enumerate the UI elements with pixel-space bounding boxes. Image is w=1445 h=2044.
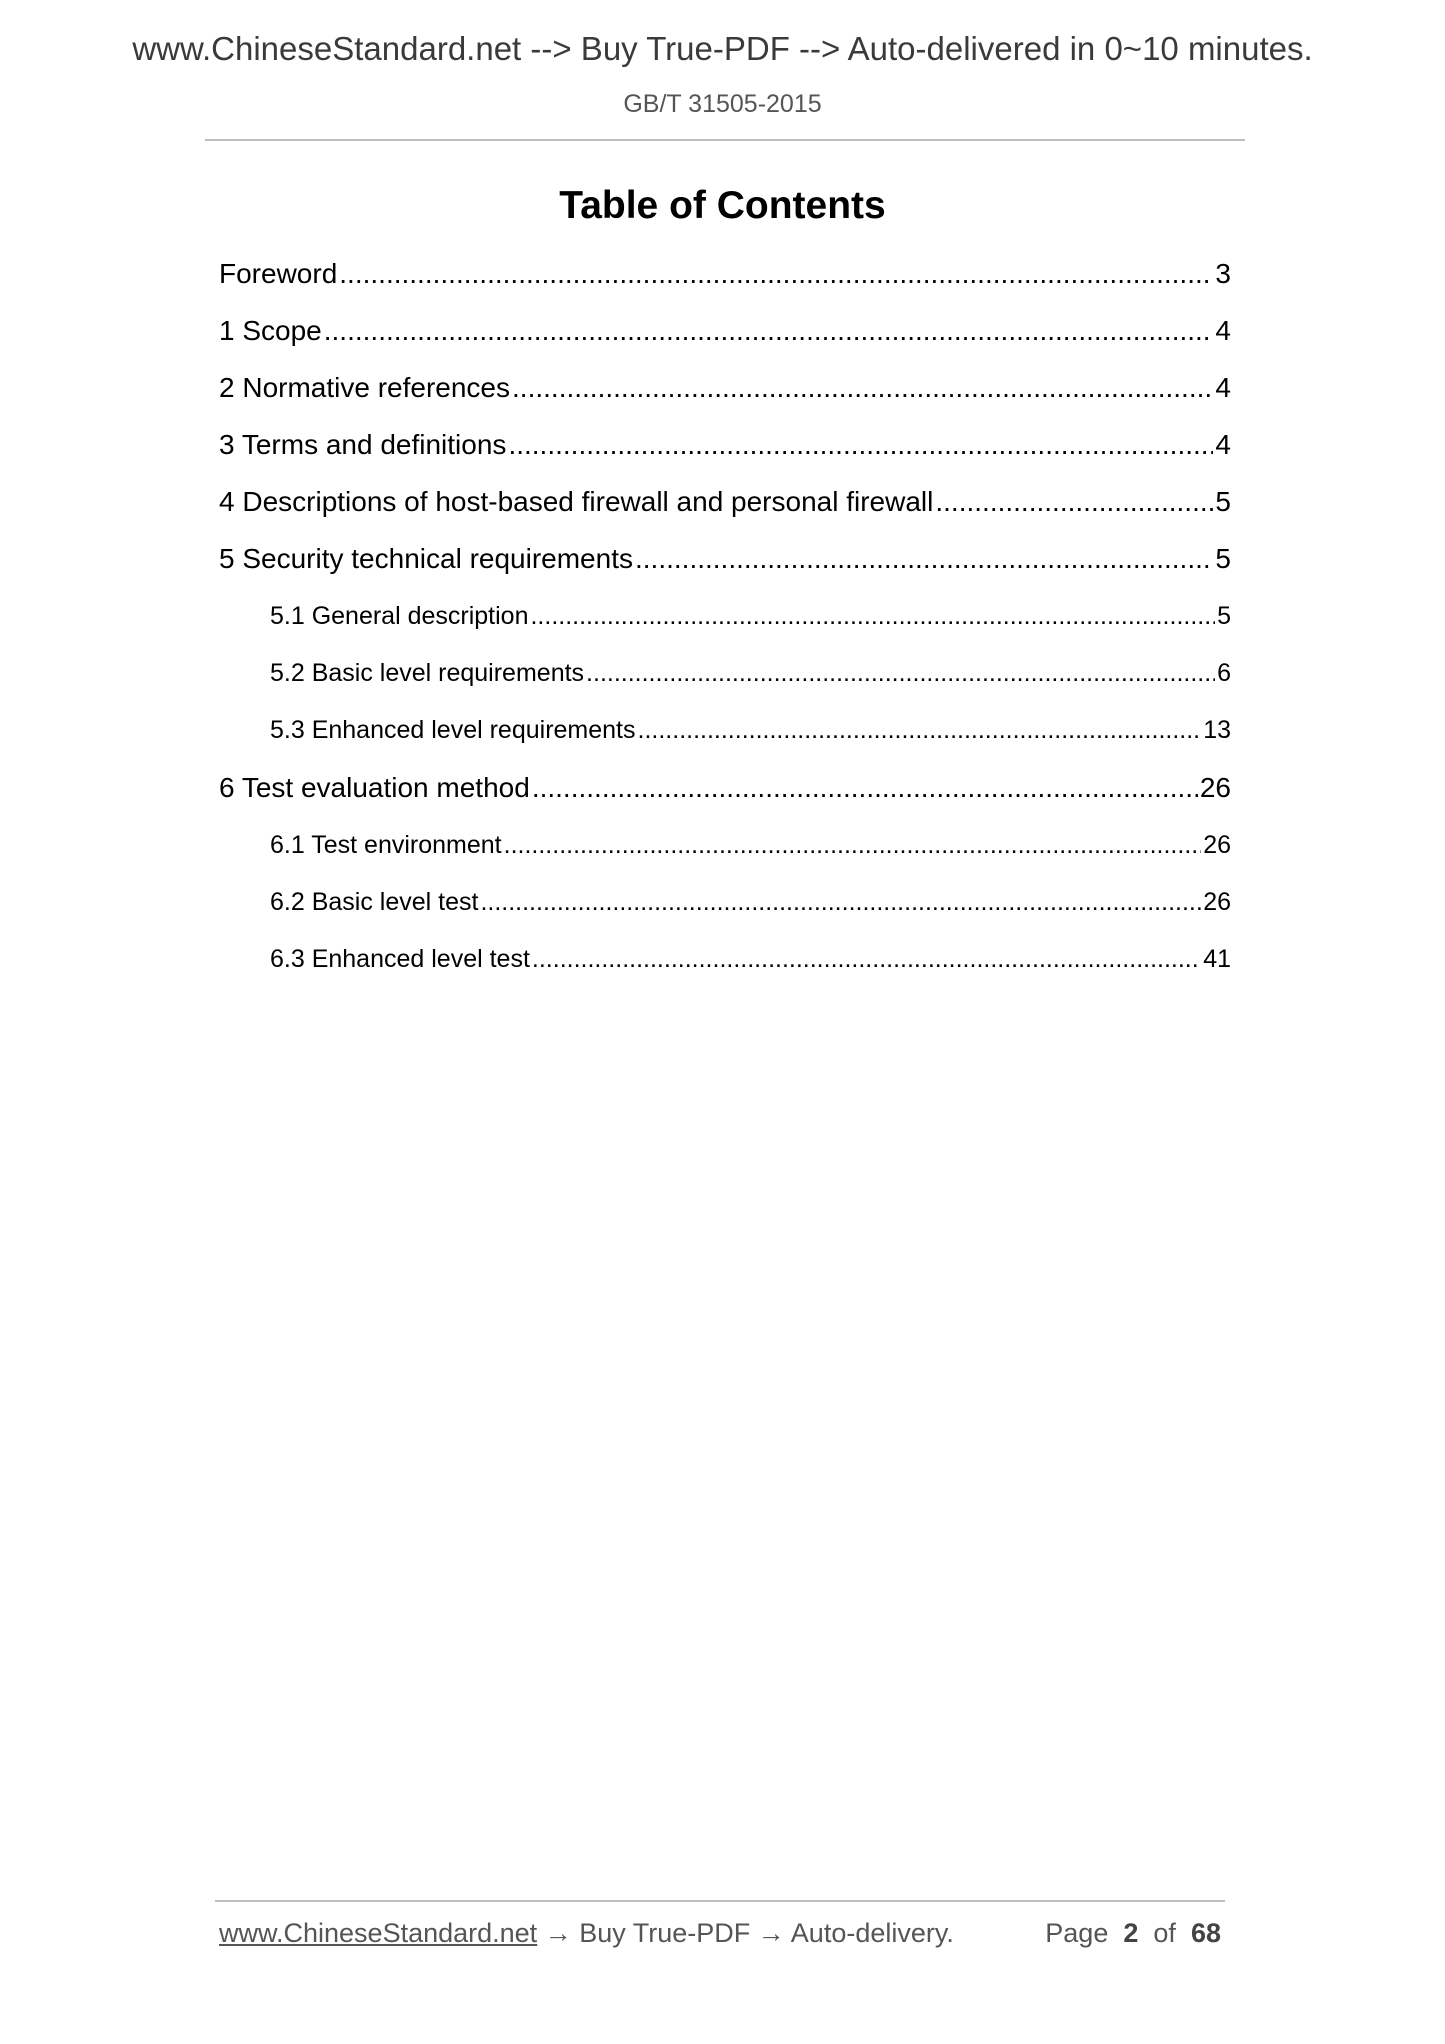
toc-dot-leader xyxy=(504,831,1202,860)
toc-dot-leader xyxy=(324,315,1214,347)
standard-code: GB/T 31505-2015 xyxy=(623,90,822,118)
page-current: 2 xyxy=(1123,1918,1139,1948)
toc-entry-general-description[interactable] xyxy=(270,602,1231,631)
toc-entry-label: 6.2 Basic level test xyxy=(270,888,479,916)
toc-entry-security-technical-requirements[interactable] xyxy=(219,543,1231,575)
toc-dot-leader xyxy=(512,372,1213,404)
toc-dot-leader xyxy=(635,543,1213,575)
toc-entry-label: 3 Terms and definitions xyxy=(219,429,507,460)
toc-entry-label: 5.3 Enhanced level requirements xyxy=(270,716,636,744)
toc-entry-enhanced-level-requirements[interactable] xyxy=(270,716,1231,745)
toc-dot-leader xyxy=(530,602,1215,631)
toc-entry-basic-level-test[interactable] xyxy=(270,888,1231,917)
toc-dot-leader xyxy=(586,659,1215,688)
footer-promo xyxy=(219,1918,954,1949)
toc-dot-leader xyxy=(480,888,1201,917)
header-divider xyxy=(205,139,1245,141)
toc-entry-scope[interactable] xyxy=(219,315,1231,347)
toc-entry-page: 4 xyxy=(1215,372,1231,403)
toc-entry-firewall-descriptions[interactable] xyxy=(219,486,1231,518)
toc-entry-page: 5 xyxy=(1215,486,1231,517)
toc-entry-page: 13 xyxy=(1203,716,1231,744)
toc-entry-label: 6.3 Enhanced level test xyxy=(270,945,530,973)
toc-entry-label: 2 Normative references xyxy=(219,372,511,403)
toc-entry-terms-and-definitions[interactable] xyxy=(219,429,1231,461)
footer-buy-text: Buy True-PDF xyxy=(579,1918,751,1948)
toc-dot-leader xyxy=(508,429,1213,461)
toc-entry-test-evaluation-method[interactable] xyxy=(219,772,1231,804)
page-total: 68 xyxy=(1190,1918,1221,1948)
toc-entry-page: 3 xyxy=(1215,258,1231,289)
toc-entry-label: 5 Security technical requirements xyxy=(219,543,633,574)
toc-entry-page: 4 xyxy=(1215,429,1231,460)
toc-entry-label: 5.1 General description xyxy=(270,602,529,630)
toc-entry-basic-level-requirements[interactable] xyxy=(270,659,1231,688)
toc-dot-leader xyxy=(532,945,1201,974)
toc-entry-page: 26 xyxy=(1199,772,1231,803)
toc-entry-page: 41 xyxy=(1203,945,1231,973)
toc-entry-page: 4 xyxy=(1215,315,1231,346)
toc-entry-label: 5.2 Basic level requirements xyxy=(270,659,585,687)
footer-site-link[interactable]: www.ChineseStandard.net xyxy=(219,1918,538,1948)
page-label: Page xyxy=(1045,1918,1109,1948)
toc-entry-label: Foreword xyxy=(219,258,338,289)
toc-title: Table of Contents xyxy=(559,184,886,227)
of-label: of xyxy=(1153,1918,1176,1948)
footer-delivery-text: Auto-delivery. xyxy=(790,1918,954,1948)
toc-entry-label: 6 Test evaluation method xyxy=(219,772,530,803)
toc-entry-page: 6 xyxy=(1217,659,1231,687)
page-indicator xyxy=(1045,1918,1221,1949)
toc-entry-page: 5 xyxy=(1215,543,1231,574)
toc-entry-test-environment[interactable] xyxy=(270,831,1231,860)
toc-entry-label: 1 Scope xyxy=(219,315,322,346)
toc-entry-page: 26 xyxy=(1203,888,1231,916)
toc-entry-page: 26 xyxy=(1203,831,1231,859)
toc-entry-normative-references[interactable] xyxy=(219,372,1231,404)
toc-entry-foreword[interactable] xyxy=(219,258,1231,290)
toc-entry-enhanced-level-test[interactable] xyxy=(270,945,1231,974)
toc-dot-leader xyxy=(638,716,1202,745)
footer-divider xyxy=(215,1900,1225,1902)
toc-entry-label: 4 Descriptions of host-based firewall and personal firewall xyxy=(219,486,934,517)
toc-entry-page: 5 xyxy=(1217,602,1231,630)
arrow-right-icon: → xyxy=(544,1918,572,1948)
arrow-right-icon: → xyxy=(757,1918,785,1948)
toc-dot-leader xyxy=(935,486,1213,518)
top-banner[interactable]: www.ChineseStandard.net --> Buy True-PDF --> Auto-delivered in 0~10 minutes. xyxy=(132,30,1313,67)
toc-dot-leader xyxy=(339,258,1213,290)
toc-dot-leader xyxy=(532,772,1198,804)
toc-entry-label: 6.1 Test environment xyxy=(270,831,502,859)
